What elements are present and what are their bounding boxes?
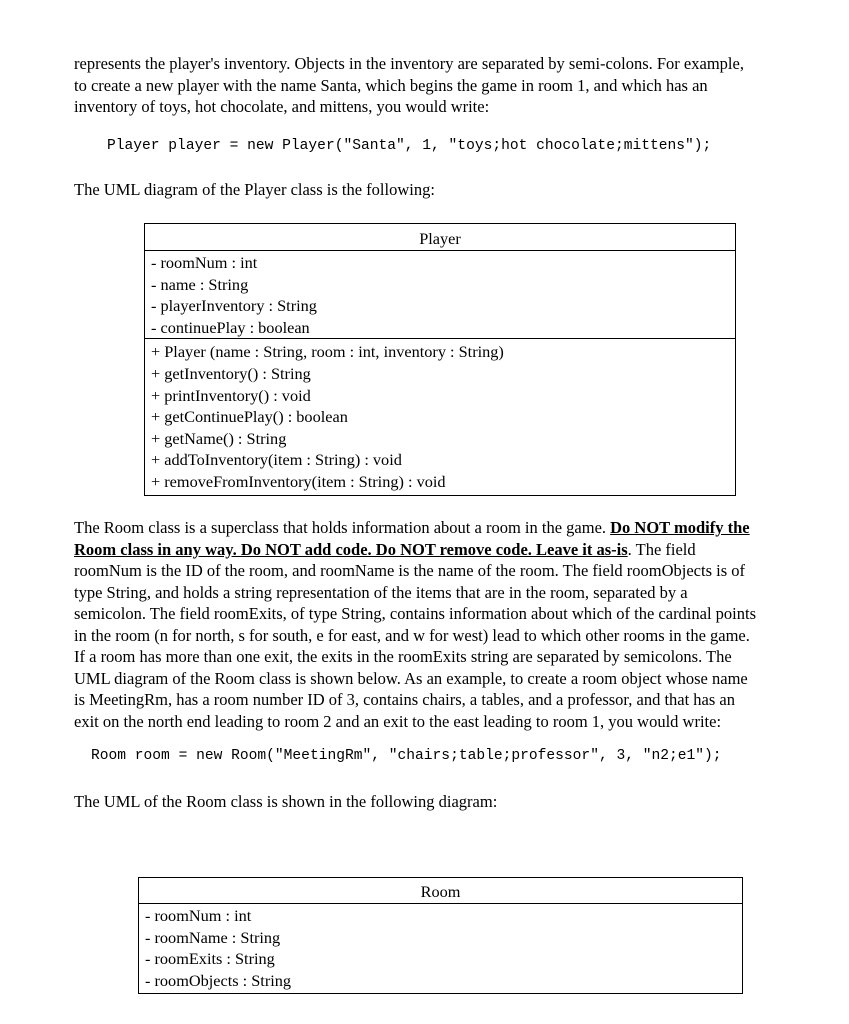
- room-para-line: UML diagram of the Room class is shown below. As an example, to create a room object whose name: [74, 668, 748, 688]
- intro-line: represents the player's inventory. Objects in the inventory are separated by semi-colons. For example,: [74, 54, 744, 73]
- room-para-line: in the room (n for north, s for south, e for east, and w for west) lead to which other rooms in the game.: [74, 625, 750, 645]
- room-paragraph: [74, 517, 809, 732]
- room-uml-diagram: [138, 877, 743, 994]
- emphasis-warning: Room class in any way. Do NOT add code. Do NOT remove code. Leave it as-is: [74, 539, 628, 559]
- uml-class-name: Room: [139, 878, 742, 904]
- uml-method: + removeFromInventory(item : String) : void: [151, 471, 446, 491]
- room-para-line: is MeetingRm, has a room number ID of 3, contains chairs, a tables, and a professor, and that has an: [74, 690, 735, 709]
- uml-method: + getContinuePlay() : boolean: [151, 407, 348, 427]
- uml-methods-section: [145, 339, 735, 492]
- uml-method: + addToInventory(item : String) : void: [151, 450, 402, 470]
- uml-field: - name : String: [151, 274, 249, 294]
- room-para-text: The Room class is a superclass that holds information about a room in the game.: [74, 518, 611, 537]
- uml-field: - roomName : String: [145, 927, 281, 947]
- room-para-line: semicolon. The field roomExits, of type String, contains information about which of the cardinal points: [74, 604, 757, 623]
- uml-fields-section: [145, 251, 735, 339]
- uml-method: + printInventory() : void: [151, 385, 311, 405]
- uml-class-name: Player: [145, 224, 735, 251]
- player-uml-caption: The UML diagram of the Player class is the following:: [74, 180, 435, 199]
- uml-method: + Player (name : String, room : int, inventory : String): [151, 342, 504, 362]
- uml-method: + getInventory() : String: [151, 363, 311, 383]
- uml-field: - roomNum : int: [145, 906, 252, 925]
- uml-method: + getName() : String: [151, 428, 287, 448]
- uml-fields-section: [139, 904, 742, 991]
- room-para-line: type String, and holds a string representation of the items that are in the room, separated by a: [74, 582, 688, 602]
- room-uml-caption: The UML of the Room class is shown in the following diagram:: [74, 792, 498, 811]
- room-para-text: . The field: [627, 539, 696, 559]
- intro-paragraph: [74, 53, 809, 118]
- room-code-example: Room room = new Room("MeetingRm", "chairs;table;professor", 3, "n2;e1");: [91, 748, 722, 764]
- uml-field: - roomNum : int: [151, 253, 258, 272]
- room-para-line: exit on the north end leading to room 2 and an exit to the east leading to room 1, you would write:: [74, 711, 722, 731]
- room-para-line: roomNum is the ID of the room, and roomName is the name of the room. The field roomObjects is of: [74, 561, 746, 580]
- uml-field: - roomObjects : String: [145, 970, 292, 990]
- intro-line: inventory of toys, hot chocolate, and mittens, you would write:: [74, 97, 490, 116]
- room-para-line: If a room has more than one exit, the exits in the roomExits string are separated by semicolons. The: [74, 647, 732, 666]
- intro-line: to create a new player with the name Santa, which begins the game in room 1, and which has an: [74, 75, 708, 95]
- emphasis-warning: Do NOT modify the: [610, 518, 750, 537]
- player-code-example: Player player = new Player("Santa", 1, "toys;hot chocolate;mittens");: [107, 138, 712, 154]
- uml-field: - continuePlay : boolean: [151, 317, 310, 337]
- uml-field: - playerInventory : String: [151, 296, 317, 316]
- player-uml-diagram: [144, 223, 736, 496]
- uml-field: - roomExits : String: [145, 949, 275, 969]
